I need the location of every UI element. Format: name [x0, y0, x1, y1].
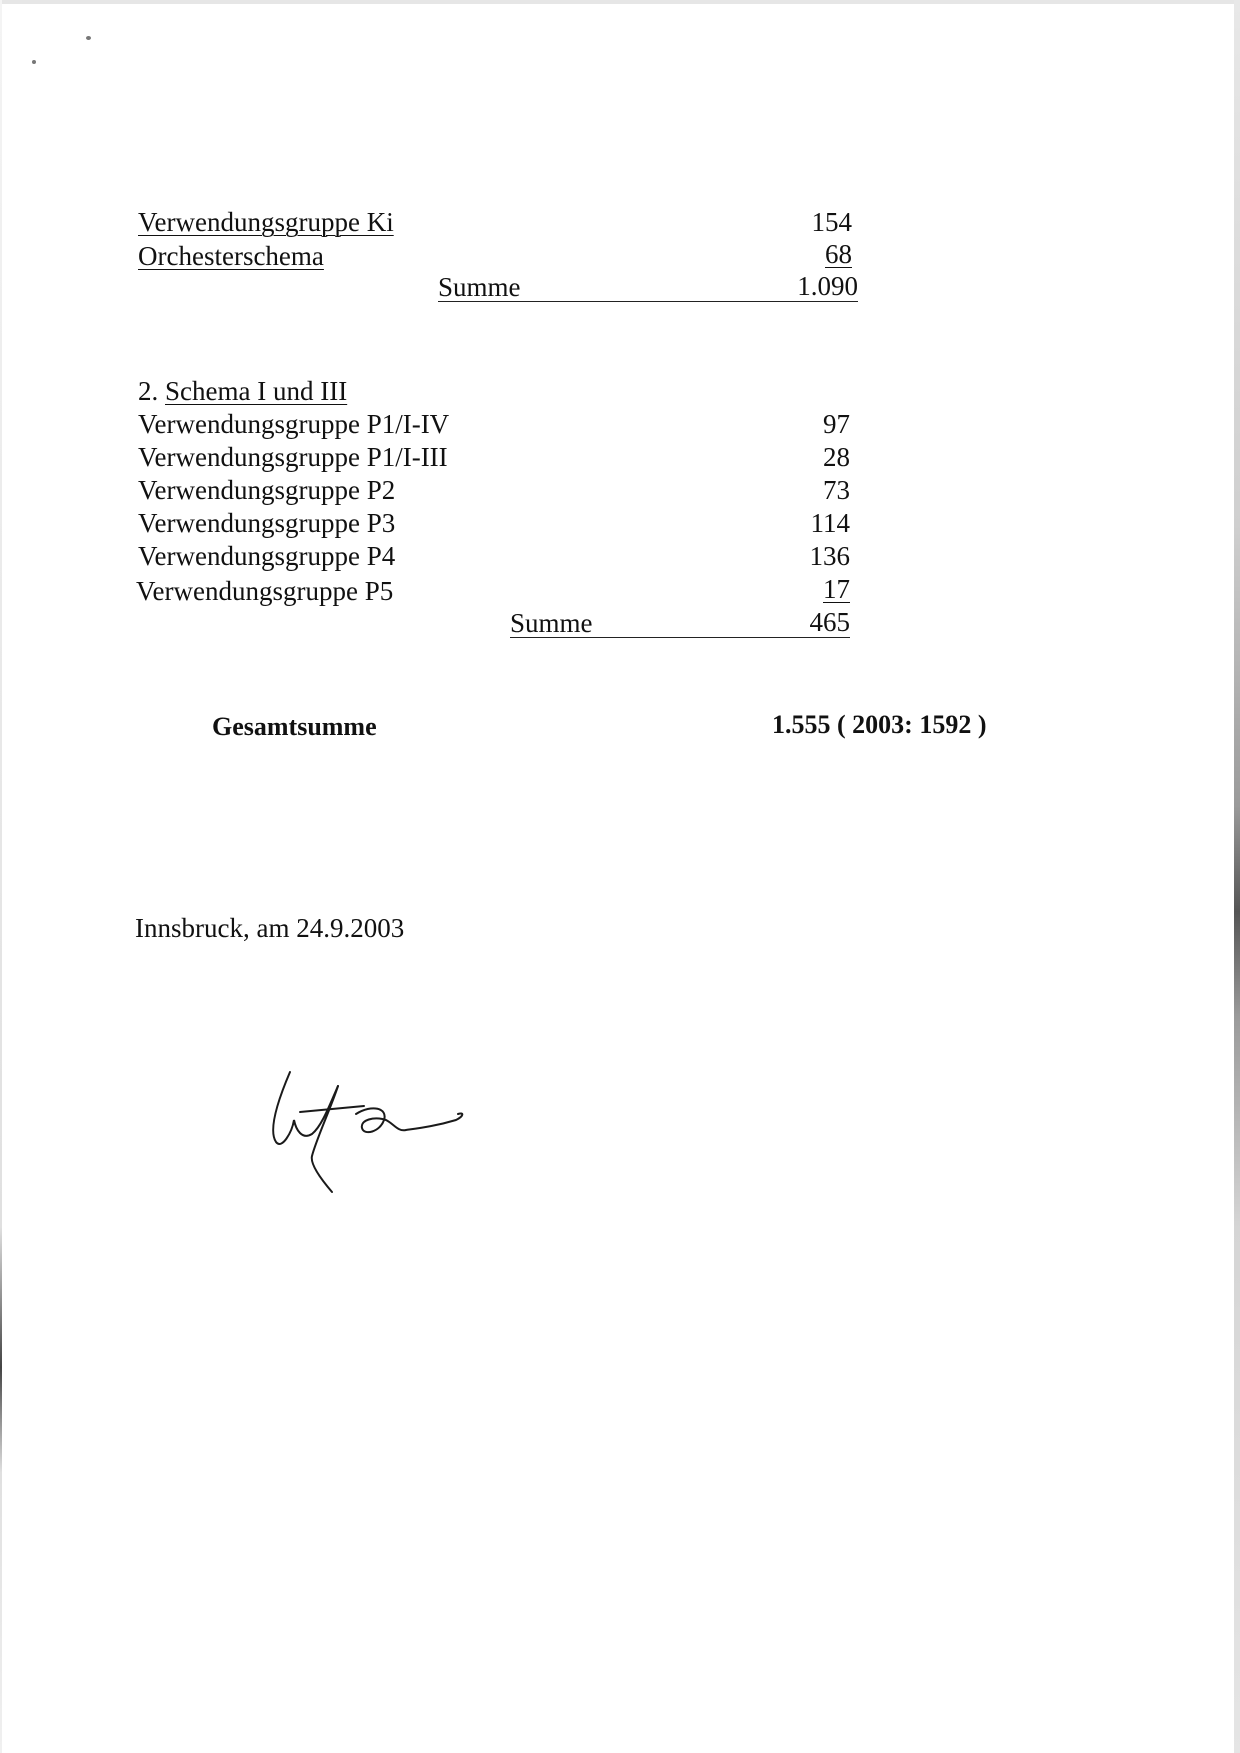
- scan-speck: [32, 60, 36, 64]
- sum-value-section2: 465: [809, 607, 850, 637]
- scan-edge-top: [0, 0, 1240, 4]
- scan-speck: [86, 36, 91, 40]
- section2-heading-title: Schema I und III: [165, 376, 348, 406]
- section2-heading: [138, 375, 347, 407]
- section2-heading-number: 2.: [138, 376, 159, 406]
- row-value-p1-iv: 97: [823, 409, 850, 439]
- row-label-orchesterschema: Orchesterschema: [138, 241, 324, 271]
- row-value-p1-iii: 28: [823, 442, 850, 472]
- sum-label-section2: Summe: [510, 608, 593, 638]
- row-value-ki: 154: [811, 207, 852, 237]
- total-value: 1.555 ( 2003: 1592 ): [772, 710, 987, 739]
- scan-edge-left: [0, 0, 2, 1753]
- signature: [260, 1060, 480, 1200]
- row-label-p5: Verwendungsgruppe P5: [136, 576, 394, 606]
- row-label-ki: Verwendungsgruppe Ki: [138, 207, 394, 237]
- total-label: Gesamtsumme: [212, 712, 377, 741]
- scan-edge-right: [1234, 0, 1240, 1753]
- sum-rule-section1: [438, 301, 858, 302]
- row-label-p1-iv: Verwendungsgruppe P1/I-IV: [138, 409, 450, 439]
- row-label-p1-iii: Verwendungsgruppe P1/I-III: [138, 442, 448, 472]
- row-value-p4: 136: [809, 541, 850, 571]
- sum-label-section1: Summe: [438, 272, 521, 302]
- sum-rule-section2: [510, 637, 850, 638]
- row-label-p2: Verwendungsgruppe P2: [138, 475, 396, 505]
- row-value-p2: 73: [823, 475, 850, 505]
- place-date: Innsbruck, am 24.9.2003: [135, 913, 405, 943]
- row-value-p3: 114: [810, 508, 850, 538]
- row-label-p3: Verwendungsgruppe P3: [138, 508, 396, 538]
- row-value-orchesterschema: 68: [825, 239, 852, 269]
- row-label-p4: Verwendungsgruppe P4: [138, 541, 396, 571]
- sum-value-section1: 1.090: [797, 271, 858, 301]
- row-value-p5: 17: [823, 574, 850, 604]
